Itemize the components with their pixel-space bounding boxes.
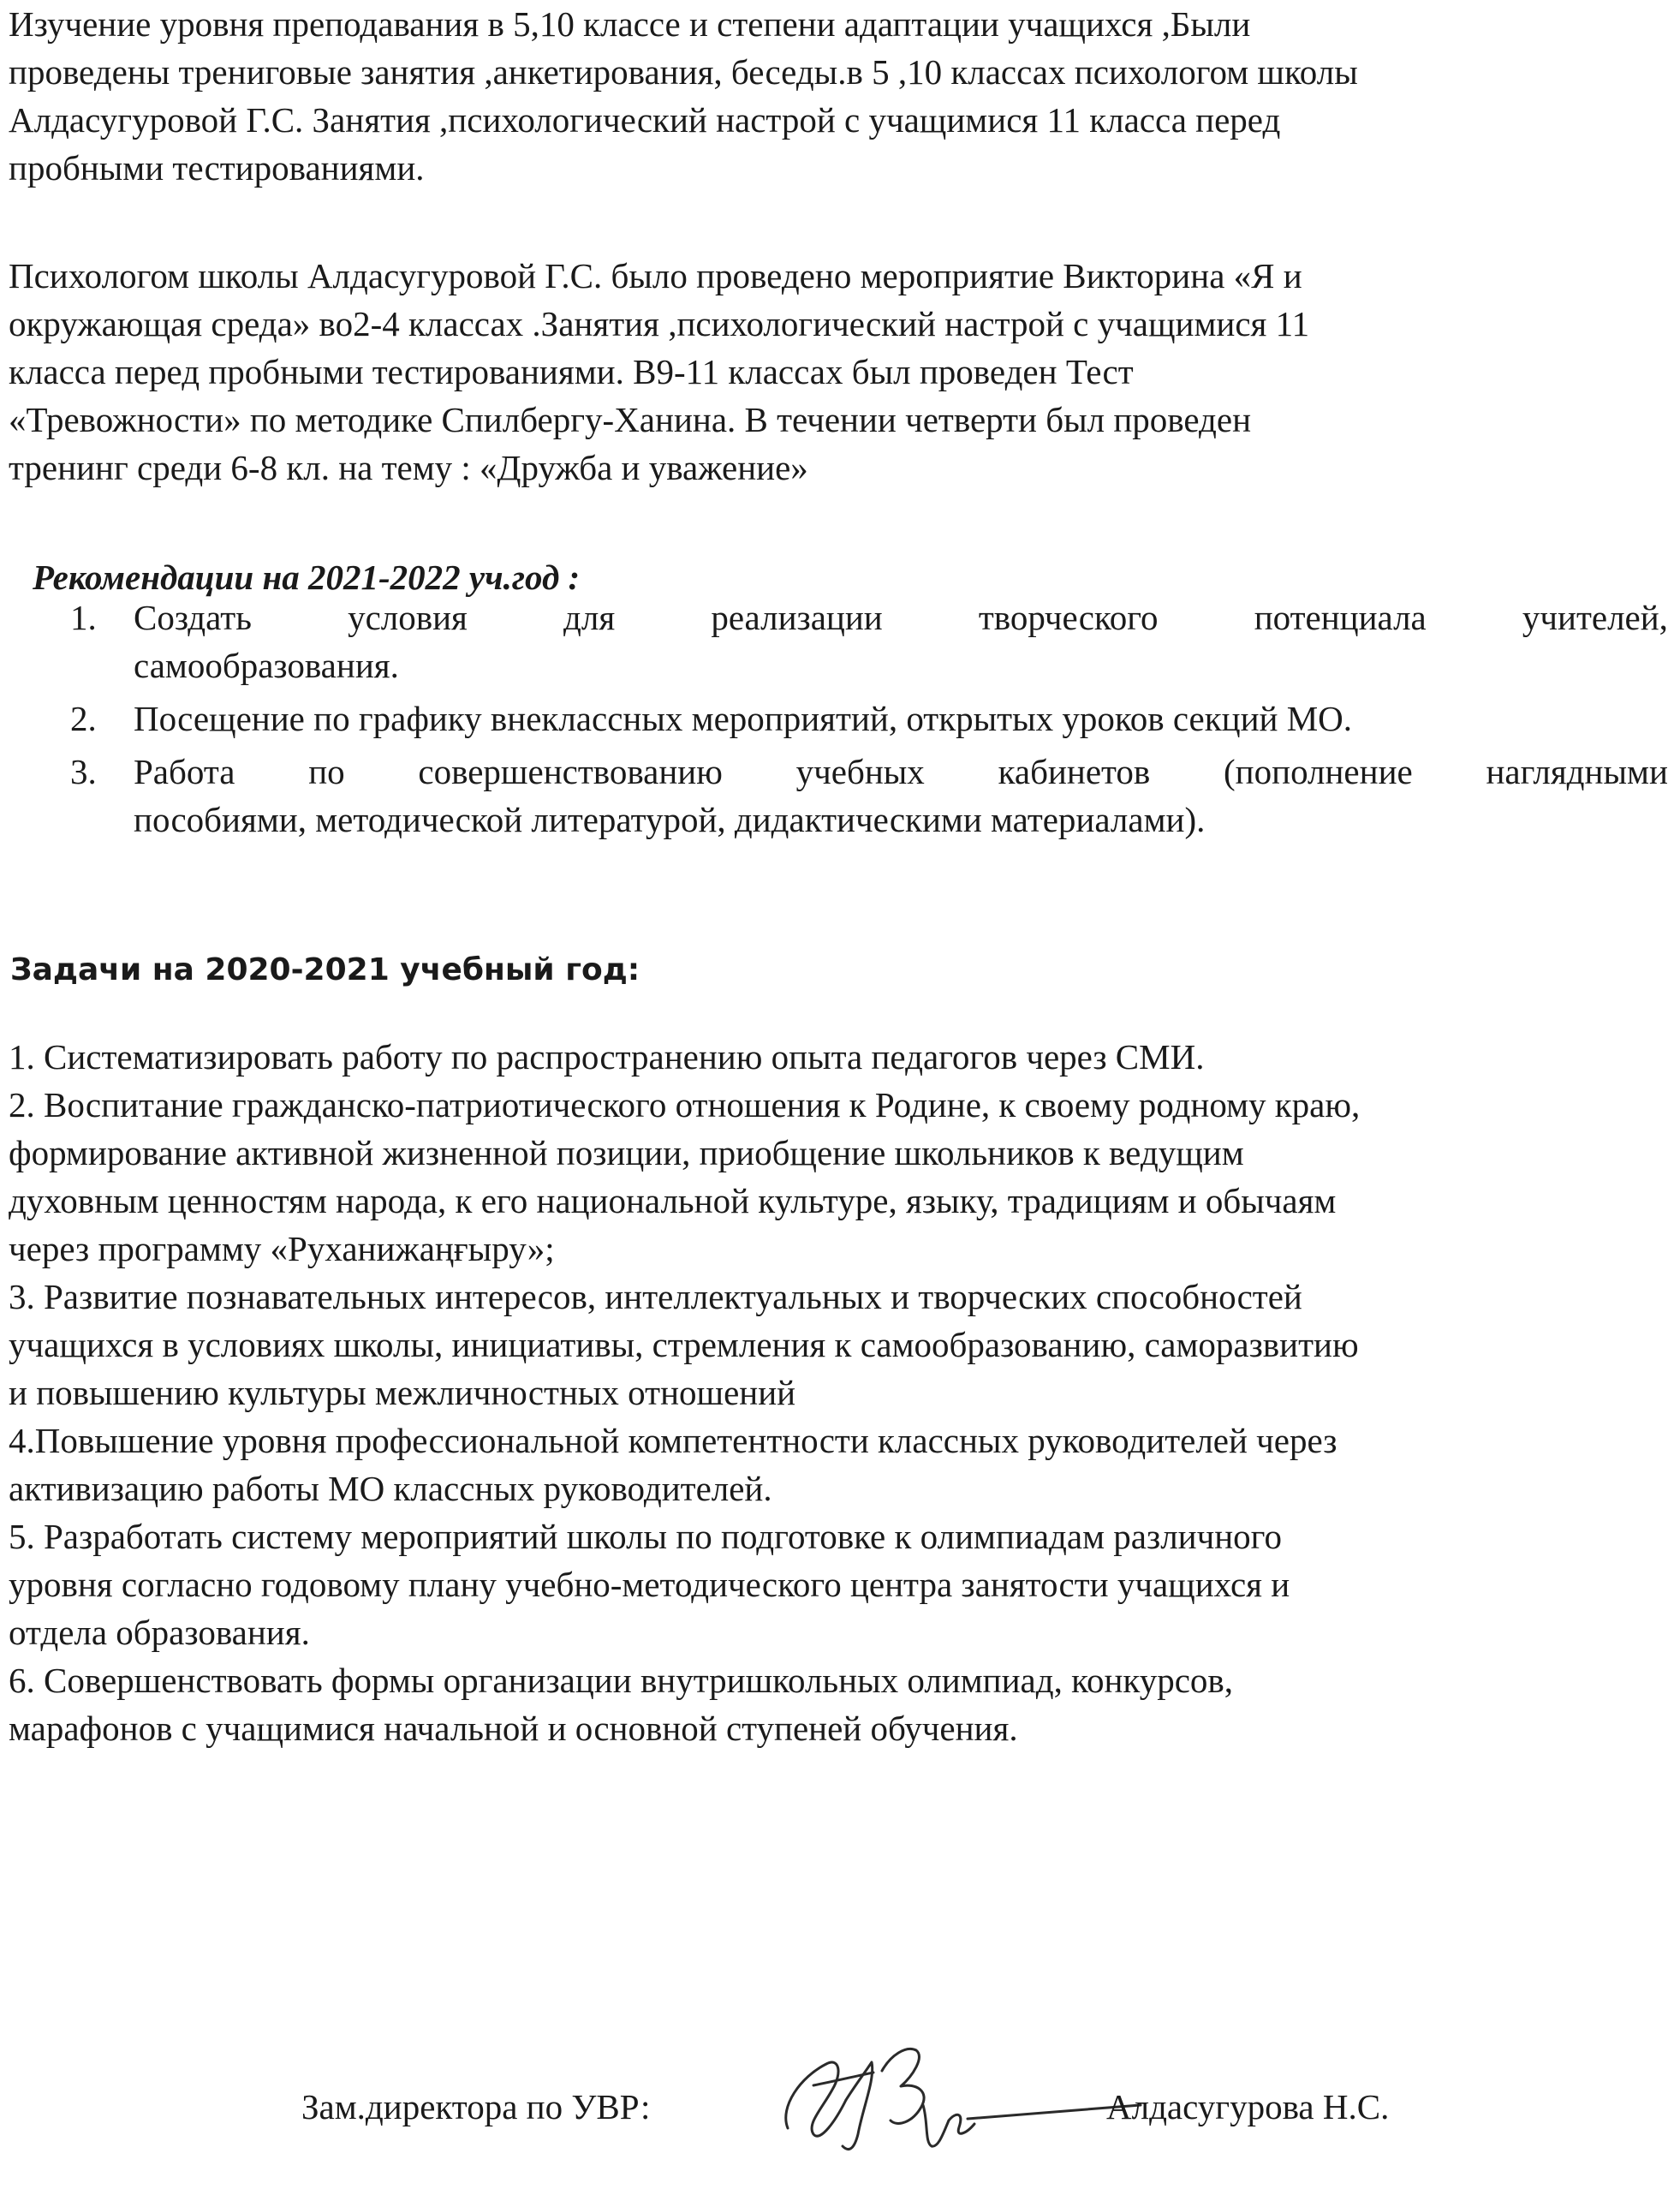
task-line: 2. Воспитание гражданско-патриотического отношения к Родине, к своему родному краю, bbox=[9, 1085, 1361, 1124]
task-line: 3. Развитие познавательных интересов, интеллектуальных и творческих способностей bbox=[9, 1277, 1302, 1316]
recommendation-continuation: самообразования. bbox=[134, 646, 399, 685]
word: совершенствованию bbox=[418, 752, 723, 791]
recommendation-continuation: пособиями, методической литературой, дидактическими материалами). bbox=[134, 800, 1206, 839]
word: Работа bbox=[134, 752, 235, 791]
recommendation-text: Посещение по графику внеклассных мероприятий, открытых уроков секций МО. bbox=[134, 699, 1353, 738]
recommendation-item bbox=[58, 593, 1668, 689]
list-number: 1. bbox=[70, 598, 97, 637]
intro-line: Изучение уровня преподавания в 5,10 классе и степени адаптации учащихся ,Были bbox=[9, 4, 1251, 44]
word: по bbox=[308, 752, 345, 791]
word: Создать bbox=[134, 598, 252, 637]
psychologist-line: окружающая среда» во2-4 классах .Занятия ,психологический настрой с учащимися 11 bbox=[9, 304, 1310, 343]
signature-name: Алдасугурова Н.С. bbox=[1106, 2087, 1390, 2126]
psychologist-line: Психологом школы Алдасугуровой Г.С. было проведено мероприятие Викторина «Я и bbox=[9, 256, 1302, 295]
task-line: и повышению культуры межличностных отношений bbox=[9, 1373, 796, 1412]
intro-line: пробными тестированиями. bbox=[9, 148, 425, 188]
intro-line: проведены трениговые занятия ,анкетирования, беседы.в 5 ,10 классах психологом школы bbox=[9, 52, 1358, 92]
word: условия bbox=[348, 598, 468, 637]
task-line: уровня согласно годовому плану учебно-методического центра занятости учащихся и bbox=[9, 1565, 1290, 1604]
task-line: духовным ценностям народа, к его национальной культуре, языку, традициям и обычаям bbox=[9, 1181, 1337, 1220]
intro-paragraph bbox=[9, 0, 1665, 192]
task-line: 4.Повышение уровня профессиональной компетентности классных руководителей через bbox=[9, 1421, 1337, 1460]
signature-position-label: Зам.директора по УВР: bbox=[301, 2087, 651, 2126]
task-line: марафонов с учащимися начальной и основной ступеней обучения. bbox=[9, 1709, 1018, 1748]
recommendation-item bbox=[58, 748, 1668, 844]
task-line: 6. Совершенствовать формы организации внутришкольных олимпиад, конкурсов, bbox=[9, 1661, 1234, 1700]
recommendation-first-line bbox=[134, 748, 1668, 796]
task-line: активизацию работы МО классных руководителей. bbox=[9, 1469, 772, 1508]
task-line: 1. Систематизировать работу по распространению опыта педагогов через СМИ. bbox=[9, 1037, 1205, 1077]
word: (пополнение bbox=[1224, 752, 1413, 791]
task-line: 5. Разработать систему мероприятий школы по подготовке к олимпиадам различного bbox=[9, 1517, 1282, 1556]
word: для bbox=[563, 598, 616, 637]
word: творческого bbox=[978, 598, 1159, 637]
tasks-list bbox=[9, 1033, 1665, 1752]
word: кабинетов bbox=[998, 752, 1151, 791]
word: потенциала bbox=[1254, 598, 1427, 637]
word: учителей, bbox=[1522, 598, 1668, 637]
psychologist-line: класса перед пробными тестированиями. В9-11 классах был проведен Тест bbox=[9, 352, 1134, 391]
task-line: учащихся в условиях школы, инициативы, стремления к самообразованию, саморазвитию bbox=[9, 1325, 1359, 1364]
psychologist-paragraph bbox=[9, 252, 1665, 492]
recommendation-first-line bbox=[134, 593, 1668, 641]
psychologist-line: «Тревожности» по методике Спилбергу-Ханина. В течении четверти был проведен bbox=[9, 400, 1252, 439]
word: учебных bbox=[795, 752, 925, 791]
task-line: формирование активной жизненной позиции, приобщение школьников к ведущим bbox=[9, 1133, 1244, 1172]
word: наглядными bbox=[1486, 752, 1668, 791]
recommendations-heading: Рекомендации на 2021-2022 уч.год : bbox=[33, 558, 581, 597]
recommendations-list bbox=[58, 593, 1668, 859]
intro-line: Алдасугуровой Г.С. Занятия ,психологический настрой с учащимися 11 класса перед bbox=[9, 100, 1281, 140]
list-number: 2. bbox=[70, 699, 97, 738]
task-line: через программу «Руханижаңғыру»; bbox=[9, 1229, 555, 1268]
signature-block bbox=[0, 2038, 1680, 2158]
word: реализации bbox=[711, 598, 883, 637]
psychologist-line: тренинг среди 6-8 кл. на тему : «Дружба и уважение» bbox=[9, 448, 808, 487]
list-number: 3. bbox=[70, 752, 97, 791]
recommendation-item bbox=[58, 695, 1668, 743]
task-line: отдела образования. bbox=[9, 1613, 310, 1652]
tasks-heading: Задачи на 2020-2021 учебный год: bbox=[10, 952, 640, 987]
handwritten-signature bbox=[754, 2038, 1147, 2158]
